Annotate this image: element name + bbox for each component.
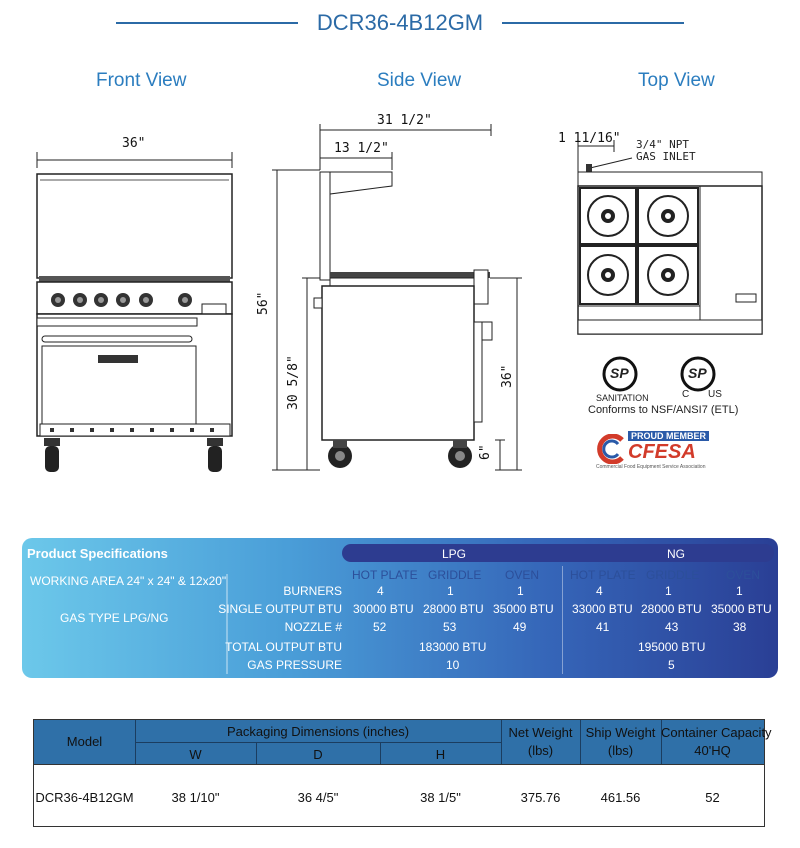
hdr-h: H	[435, 747, 446, 762]
side-leg-dim: 6"	[478, 444, 493, 460]
row-h: 38 1/5"	[420, 790, 461, 805]
top-view-label: Top View	[638, 70, 715, 91]
ng-total-output: 195000 BTU	[638, 640, 706, 654]
csa-c-text: C	[682, 389, 690, 400]
row-model: DCR36-4B12GM	[35, 790, 134, 805]
hdr-ship-weight-1: Ship Weight	[585, 725, 656, 740]
product-specifications-panel	[22, 538, 778, 678]
row-gas-pressure: GAS PRESSURE	[247, 658, 342, 672]
lpg-header: LPG	[442, 547, 467, 561]
lpg-burners-oven: 1	[517, 584, 524, 598]
row-net-weight: 375.76	[520, 790, 561, 805]
header-bottom	[34, 764, 764, 765]
lpg-col-hotplate: HOT PLATE	[352, 568, 418, 582]
ng-nozzle-griddle: 43	[665, 620, 679, 634]
hdr-net-weight-1: Net Weight	[508, 725, 573, 740]
cfesa-name: CFESA	[628, 441, 696, 463]
hdr-w: W	[189, 747, 202, 762]
row-d: 36 4/5"	[297, 790, 339, 805]
front-view-label: Front View	[96, 70, 187, 91]
lpg-output-griddle: 28000 BTU	[423, 602, 484, 616]
working-area: WORKING AREA 24" x 24" & 12x20"	[30, 574, 227, 588]
row-total-output: TOTAL OUTPUT BTU	[225, 640, 342, 654]
lpg-nozzle-hotplate: 52	[373, 620, 387, 634]
ng-output-hotplate: 33000 BTU	[572, 602, 633, 616]
row-single-output: SINGLE OUTPUT BTU	[218, 602, 342, 616]
hdr-net-weight-2: (lbs)	[527, 743, 554, 758]
side-work-dim: 36"	[500, 364, 515, 388]
side-view-label: Side View	[377, 70, 462, 91]
csa-us-text: US	[708, 389, 722, 400]
hdr-container-1: Container Capacity	[661, 725, 772, 740]
hdr-d: D	[313, 747, 323, 762]
lpg-nozzle-griddle: 53	[443, 620, 457, 634]
ng-burners-griddle: 1	[665, 584, 672, 598]
top-offset-dim: 1 11/16"	[558, 131, 621, 146]
page-title: DCR36-4B12GM	[316, 10, 484, 35]
conforms-text: Conforms to NSF/ANSI7 (ETL)	[588, 404, 739, 416]
cfesa-proud: PROUD MEMBER	[628, 431, 709, 441]
hdr-container-2: 40'HQ	[694, 743, 731, 758]
lpg-burners-griddle: 1	[447, 584, 454, 598]
hdr-ship-weight-2: (lbs)	[607, 743, 634, 758]
lpg-nozzle-oven: 49	[513, 620, 527, 634]
ng-gas-pressure: 5	[668, 658, 675, 672]
gas-inlet-line2: GAS INLET	[636, 150, 696, 163]
row-ship-weight: 461.56	[600, 790, 641, 805]
info-divider	[226, 574, 228, 674]
csa-sanitation-text: SANITATION	[596, 393, 649, 403]
row-burners: BURNERS	[283, 584, 342, 598]
lpg-output-hotplate: 30000 BTU	[353, 602, 414, 616]
row-nozzle: NOZZLE #	[284, 620, 342, 634]
ng-burners-oven: 1	[736, 584, 743, 598]
lpg-output-oven: 35000 BTU	[493, 602, 554, 616]
ng-col-hotplate: HOT PLATE	[570, 568, 636, 582]
hdr-model: Model	[66, 734, 103, 749]
front-width-dim: 36"	[122, 136, 146, 151]
ng-output-griddle: 28000 BTU	[641, 602, 702, 616]
side-height-dim: 56"	[256, 291, 271, 315]
side-depth-dim: 31 1/2"	[377, 113, 432, 128]
packaging-table	[33, 719, 772, 827]
lpg-col-oven: OVEN	[505, 568, 540, 582]
row-w: 38 1/10"	[171, 790, 220, 805]
gas-type: GAS TYPE LPG/NG	[60, 611, 169, 625]
ng-nozzle-hotplate: 41	[596, 620, 610, 634]
csa-cus-mark: SP	[688, 365, 707, 381]
csa-sanitation-logo	[596, 355, 646, 395]
header-split	[135, 742, 501, 743]
lpg-burners-hotplate: 4	[377, 584, 384, 598]
gas-inlet-line1: 3/4" NPT	[636, 138, 689, 151]
ng-burners-hotplate: 4	[596, 584, 603, 598]
fuel-divider	[562, 566, 563, 674]
spec-heading: Product Specifications	[27, 546, 168, 561]
ng-nozzle-oven: 38	[733, 620, 747, 634]
hdr-pkg-dims: Packaging Dimensions (inches)	[226, 724, 410, 739]
side-depth2-dim: 13 1/2"	[334, 141, 389, 156]
fuel-header-bar	[342, 544, 774, 562]
lpg-gas-pressure: 10	[446, 658, 460, 672]
lpg-col-griddle: GRIDDLE	[428, 568, 482, 582]
ng-col-griddle: GRIDDLE	[646, 568, 700, 582]
cfesa-sub: Commercial Food Equipment Service Association	[596, 464, 706, 470]
lpg-total-output: 183000 BTU	[419, 640, 487, 654]
row-container: 52	[705, 790, 720, 805]
side-counter-dim: 30 5/8"	[286, 355, 301, 410]
csa-sanitation-mark: SP	[610, 365, 629, 381]
ng-header: NG	[667, 547, 685, 561]
gas-inlet-label	[636, 139, 696, 163]
ng-output-oven: 35000 BTU	[711, 602, 772, 616]
cfesa-logo	[596, 430, 726, 472]
ng-col-oven: OVEN	[726, 568, 761, 582]
